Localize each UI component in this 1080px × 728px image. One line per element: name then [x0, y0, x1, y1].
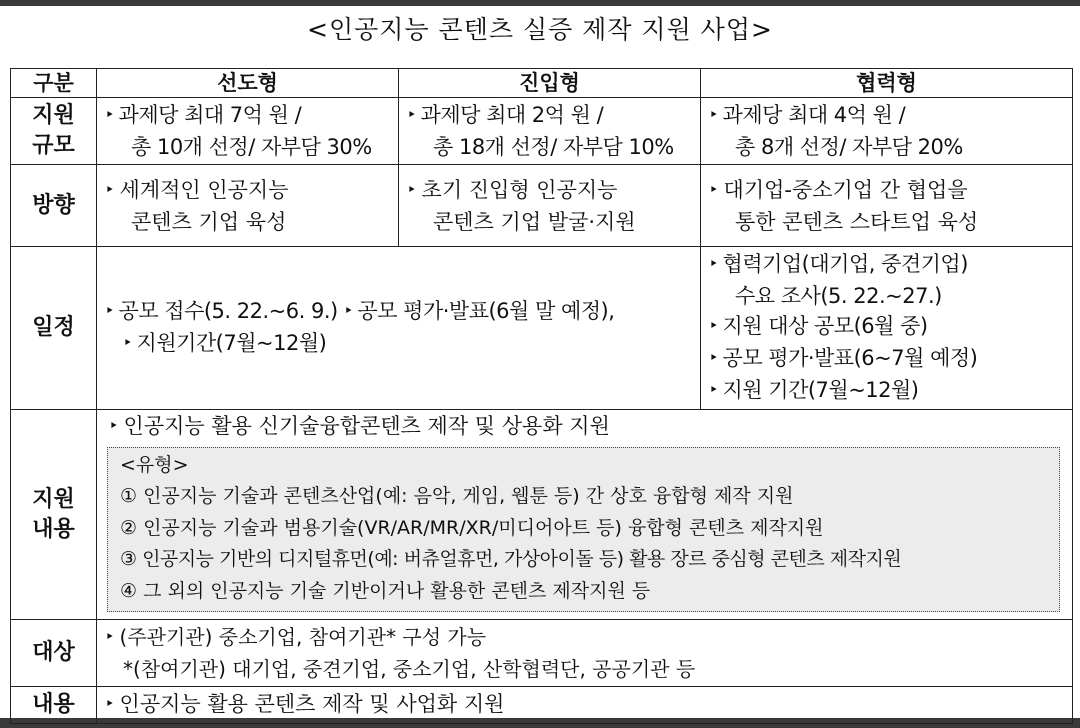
direction-cooperative: ‣ 대기업-중소기업 간 협업을 통한 콘텐츠 스타트업 육성 [701, 165, 1073, 247]
target-row [11, 620, 1073, 687]
direction-label: 방향 [11, 165, 97, 247]
scale-cooperative: ‣ 과제당 최대 4억 원 / 총 8개 선정/ 자부담 20% [701, 98, 1073, 165]
schedule-row [11, 247, 1073, 410]
support-content-label: 지원 내용 [11, 410, 97, 620]
type-item-4: ④ 그 외의 인공지능 기술 기반이거나 활용한 콘텐츠 제작지원 등 [120, 579, 651, 602]
detail-row [11, 687, 1073, 724]
type-item-1: ① 인공지능 기술과 콘텐츠산업(예: 음악, 게임, 웹툰 등) 간 상호 융합형 제작 지원 [120, 485, 794, 508]
detail-label: 내용 [11, 687, 97, 724]
target-cell: ‣ (주관기관) 중소기업, 참여기관* 구성 가능 *(참여기관) 대기업, 중견기업, 중소기업, 산학협력단, 공공기관 등 [97, 620, 1073, 687]
scale-row [11, 98, 1073, 165]
page-title: <인공지능 콘텐츠 실증 제작 지원 사업> [307, 15, 773, 44]
direction-entry: ‣ 초기 진입형 인공지능 콘텐츠 기업 발굴·지원 [399, 165, 701, 247]
scale-entry: ‣ 과제당 최대 2억 원 / 총 18개 선정/ 자부담 10% [399, 98, 701, 165]
schedule-leading-entry: ‣ 공모 접수(5. 22.~6. 9.) ‣ 공모 평가·발표(6월 말 예정), ‣ 지원기간(7월~12월) [97, 247, 701, 410]
header-leading-type: 선도형 [97, 69, 399, 98]
header-cooperative-type: 협력형 [701, 69, 1073, 98]
type-item-2: ② 인공지능 기술과 범용기술(VR/AR/MR/XR/미디어아트 등) 융합형 콘텐츠 제작지원 [120, 516, 824, 539]
type-item-3: ③ 인공지능 기반의 디지털휴먼(예: 버츄얼휴먼, 가상아이돌 등) 활용 장르 중심형 콘텐츠 제작지원 [120, 548, 902, 571]
type-box [107, 447, 1060, 613]
header-row [11, 69, 1073, 98]
target-label: 대상 [11, 620, 97, 687]
direction-row [11, 165, 1073, 247]
support-content-row [11, 410, 1073, 620]
scale-leading: ‣ 과제당 최대 7억 원 / 총 10개 선정/ 자부담 30% [97, 98, 399, 165]
direction-leading: ‣ 세계적인 인공지능 콘텐츠 기업 육성 [97, 165, 399, 247]
scale-label: 지원 규모 [11, 98, 97, 165]
schedule-cooperative: ‣ 협력기업(대기업, 중견기업) 수요 조사(5. 22.~27.) ‣ 지원 대상 공모(6월 중) ‣ 공모 평가·발표(6~7월 예정) ‣ 지원 기간(7월~12월) [701, 247, 1073, 410]
detail-cell: ‣ 인공지능 활용 콘텐츠 제작 및 사업화 지원 [97, 687, 1073, 724]
support-content-cell: ‣ 인공지능 활용 신기술융합콘텐츠 제작 및 상용화 지원 <유형> ① 인공지능 기술과 콘텐츠산업(예: 음악, 게임, 웹툰 등) 간 상호 융합형 제작 지원 ② 인공지능 기술과 범용기술(VR/AR/MR/XR/미디어아트 등) 융합형 콘텐츠 제작지원 ③ 인공지능 기반의 디지털휴먼(예: 버츄얼휴먼, 가상아이돌 등) 활용 장르 중심형 콘텐츠 제작지원 ④ 그 외의 인공지능 기술 기반이거나 활용한 콘텐츠 제작지원 등 [97, 410, 1073, 620]
program-table [10, 68, 1073, 724]
header-category: 구분 [11, 69, 97, 98]
type-header: <유형> [120, 453, 189, 476]
header-entry-type: 진입형 [399, 69, 701, 98]
schedule-label: 일정 [11, 247, 97, 410]
